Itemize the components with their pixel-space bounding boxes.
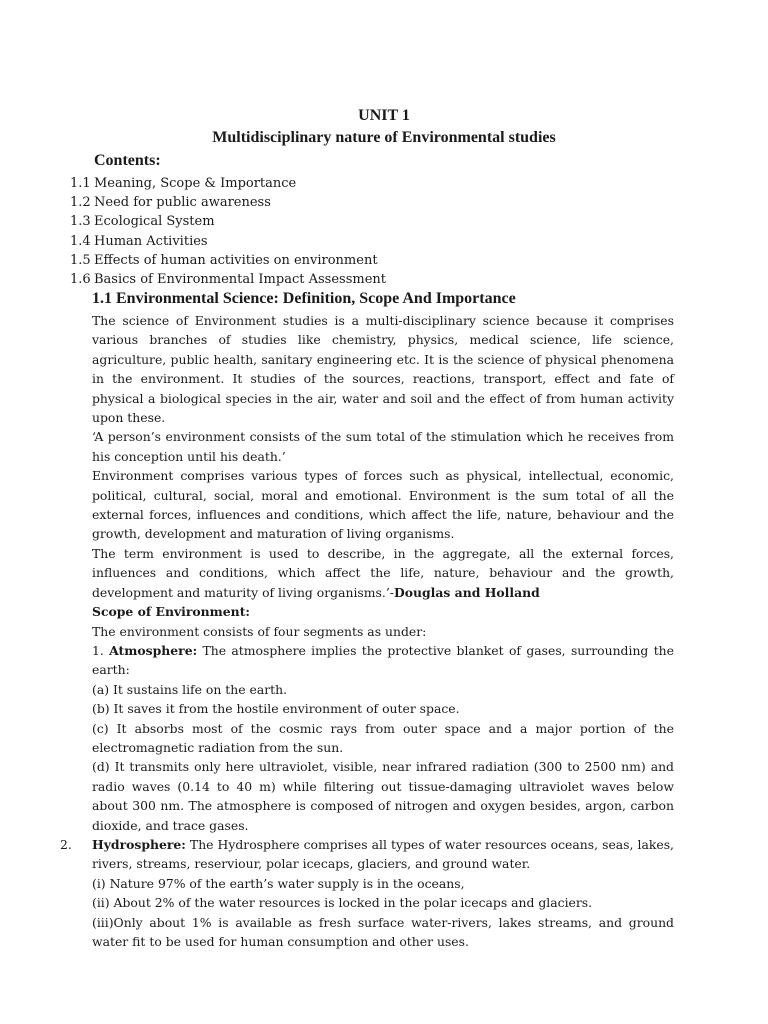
toc-item: 1.3 Ecological System <box>70 214 215 230</box>
contents-heading: Contents: <box>94 152 161 169</box>
paragraph-term: The term environment is used to describe, in the aggregate, all the external forces, influences and conditions, which affect the life, nature, behaviour and the growth, development and maturity of living organisms.’-Douglas and Holland <box>92 545 674 600</box>
paragraph-forces: Environment comprises various types of forces such as physical, intellectual, economic, political, cultural, social, moral and emotional. Environment is the sum total of all the external forces, influences and conditions, which affect the life, nature, behaviour and the growth, development and maturation of living organisms. <box>92 468 674 542</box>
paragraph-quote: ‘A person’s environment consists of the sum total of the stimulation which he receives from his conception until his death.’ <box>92 429 674 464</box>
toc-item: 1.6 Basics of Environmental Impact Assessment <box>70 271 386 287</box>
hydrosphere-point-i: (i) Nature 97% of the earth’s water supply is in the oceans, <box>92 875 465 891</box>
atmosphere-point-d: (d) It transmits only here ultraviolet, visible, near infrared radiation (300 to 2500 nm) and radio waves (0.14 to 40 m) while filtering out tissue-damaging ultraviolet waves below about 300 nm. The atmosphere is composed of nitrogen and oxygen besides, argon, carbon dioxide, and trace gases. <box>92 759 674 833</box>
section-body <box>60 311 674 951</box>
paragraph-definition: The science of Environment studies is a multi-disciplinary science because it comprises various branches of studies like chemistry, physics, medical science, life science, agriculture, public health, sanitary engineering etc. It is the science of physical phenomena in the environment. It studies of the sources, reactions, transport, effect and fate of physical a biological species in the air, water and soil and the effect of from human activity upon these. <box>92 313 674 426</box>
atmosphere-point-a: (a) It sustains life on the earth. <box>92 681 288 697</box>
section-heading: 1.1 Environmental Science: Definition, Scope And Importance <box>92 290 516 307</box>
toc-item: 1.2 Need for public awareness <box>70 195 271 211</box>
atmosphere-item: 1. Atmosphere: The atmosphere implies the protective blanket of gases, surrounding the earth: <box>92 642 674 678</box>
table-of-contents <box>70 174 386 289</box>
atmosphere-point-b: (b) It saves it from the hostile environment of outer space. <box>92 701 460 717</box>
hydrosphere-point-ii: (ii) About 2% of the water resources is locked in the polar icecaps and glaciers. <box>92 895 593 911</box>
scope-intro: The environment consists of four segments as under: <box>92 623 427 639</box>
document-title: Multidisciplinary nature of Environmental studies <box>212 129 556 146</box>
hydrosphere-item: 2. Hydrosphere: The Hydrosphere comprises all types of water resources oceans, seas, lakes, rivers, streams, reserviour, polar icecaps, glaciers, and ground water. <box>60 836 674 872</box>
author-citation: Douglas and Holland <box>393 584 540 600</box>
unit-title: UNIT 1 <box>358 107 410 124</box>
toc-item: 1.1 Meaning, Scope & Importance <box>70 176 297 191</box>
toc-item: 1.5 Effects of human activities on environment <box>70 252 378 268</box>
atmosphere-point-c: (c) It absorbs most of the cosmic rays from outer space and a major portion of the electromagnetic radiation from the sun. <box>92 720 674 755</box>
hydrosphere-point-iii: (iii)Only about 1% is available as fresh surface water-rivers, lakes streams, and ground water fit to be used for human consumption and other uses. <box>92 914 674 949</box>
scope-heading: Scope of Environment: <box>92 604 250 620</box>
toc-item: 1.4 Human Activities <box>70 233 208 249</box>
